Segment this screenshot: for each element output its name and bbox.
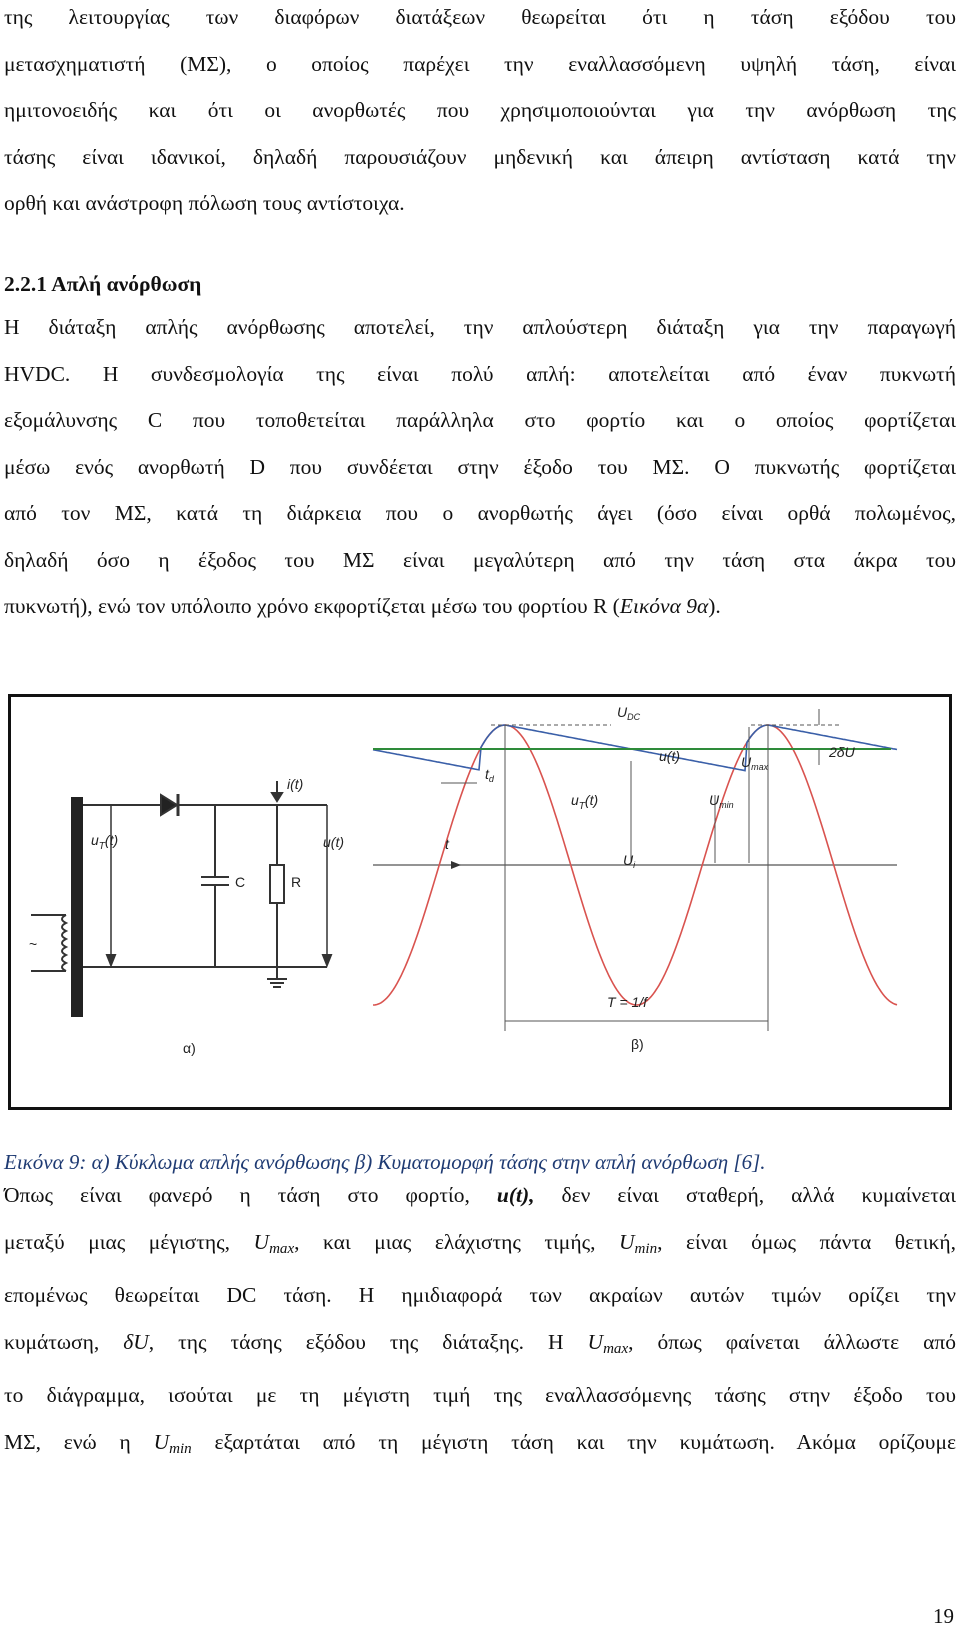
label-r: R <box>291 874 302 890</box>
variable-u: u(t), <box>496 1183 535 1207</box>
label-u: u(t) <box>659 748 680 764</box>
text-line: της λειτουργίας των διαφόρων διατάξεων θεωρείται ότι η τάση εξόδου του <box>4 5 956 29</box>
label-period: T = 1/f <box>607 994 648 1010</box>
voltage-arrow-head <box>107 955 115 965</box>
label-ac-source: ~ <box>29 936 38 952</box>
circuit-diagram <box>31 781 331 1017</box>
transformer-core <box>71 797 83 1017</box>
text-fragment: ΜΣ, ενώ η <box>4 1429 154 1454</box>
text-fragment: μεταξύ μιας μέγιστης, <box>4 1229 254 1254</box>
primary-coil <box>62 915 66 971</box>
text-fragment: , όπως φαίνεται άλλωστε από <box>628 1329 957 1354</box>
text-line: HVDC. Η συνδεσμολογία της είναι πολύ απλή: αποτελείται από έναν πυκνωτή <box>4 361 956 386</box>
text-line: τάσης είναι ιδανικοί, δηλαδή παρουσιάζουν μηδενική και άπειρη αντίσταση κατά την <box>4 144 956 169</box>
panel-label-b: β) <box>631 1036 644 1052</box>
text-line: μετασχηματιστή (ΜΣ), ο οποίος παρέχει την εναλλασσόμενη υψηλή τάση, είναι <box>4 51 956 76</box>
variable-umin: U <box>153 1429 170 1454</box>
variable-subscript: min <box>634 1240 658 1257</box>
label-umin: $U_{min}$ <box>709 792 734 810</box>
variable-umin: U <box>618 1229 635 1254</box>
text-line <box>4 583 956 630</box>
text-line: από τον ΜΣ, κατά τη διάρκεια που ο ανορθωτής άγει (όσο είναι ορθά πολωμένος, <box>4 501 956 525</box>
text-line <box>4 1419 956 1473</box>
label-umax: $U_{max}$ <box>741 754 769 772</box>
text-fragment: ). <box>708 594 721 618</box>
text-line: το διάγραμμα, ισούται με τη μέγιστη τιμή της εναλλασσόμενης τάσης στην έξοδο του <box>4 1383 956 1407</box>
text-line <box>4 1219 956 1273</box>
section-heading: 2.2.1 Απλή ανόρθωση <box>4 272 202 296</box>
page-number: 19 <box>933 1604 954 1628</box>
body-paragraph <box>4 1172 956 1472</box>
text-line: ορθή και ανάστροφη πόλωση τους αντίστοιχα. <box>4 191 405 215</box>
variable-subscript: max <box>603 1340 629 1357</box>
label-c: C <box>235 874 246 890</box>
label-ut: $u_T(t)$ <box>91 832 119 852</box>
text-line: δηλαδή όσο η έξοδος του ΜΣ είναι μεγαλύτερη από την τάση στα άκρα του <box>4 547 956 572</box>
text-fragment: εξαρτάται από τη μέγιστη τάση και την κυμάτωση. Ακόμα ορίζουμε <box>191 1429 956 1454</box>
text-fragment: , της τάσης εξόδου της διάταξης. Η <box>148 1329 588 1354</box>
text-fragment: , είναι όμως πάντα θετική, <box>657 1229 956 1254</box>
voltage-arrow-head <box>323 955 331 965</box>
text-line <box>4 1319 956 1373</box>
intro-paragraph <box>4 0 956 227</box>
text-line: ημιτονοειδής και ότι οι ανορθωτές που χρησιμοποιούνται για την ανόρθωση της <box>4 98 956 122</box>
variable-umax: U <box>587 1329 604 1354</box>
label-u: u(t) <box>323 834 344 850</box>
variable-subscript: min <box>169 1440 192 1457</box>
figure-9 <box>8 694 952 1110</box>
text-fragment: δεν είναι σταθερή, αλλά κυμαίνεται <box>534 1183 956 1207</box>
label-udc: $U_{DC}$ <box>617 704 641 722</box>
label-ut: $u_T(t)$ <box>571 792 599 812</box>
current-arrow-head <box>272 793 282 801</box>
label-i: i(t) <box>287 776 304 792</box>
text-line: μέσω ενός ανορθωτή D που συνδέεται στην έξοδο του ΜΣ. Ο πυκνωτής φορτίζεται <box>4 454 956 479</box>
text-line: επομένως θεωρείται DC τάση. Η ημιδιαφορά των ακραίων αυτών τιμών ορίζει την <box>4 1283 956 1307</box>
label-ripple: 2δU <box>829 744 855 760</box>
text-fragment: Όπως είναι φανερό η τάση στο φορτίο, <box>4 1183 497 1207</box>
text-fragment: πυκνωτή), ενώ τον υπόλοιπο χρόνο εκφορτίζεται μέσω του φορτίου R ( <box>4 594 620 618</box>
waveform-chart <box>373 709 897 1031</box>
label-t: t <box>445 836 449 852</box>
text-line: εξομάλυνσης C που τοποθετείται παράλληλα στο φορτίο και ο οποίος φορτίζεται <box>4 408 956 432</box>
variable-umax: U <box>253 1229 270 1254</box>
label-ui: $U_i$ <box>623 852 636 870</box>
text-line <box>4 1172 956 1219</box>
text-fragment: , και μιας ελάχιστης τιμής, <box>294 1229 619 1254</box>
time-axis-arrow <box>451 861 461 869</box>
figure-drawing <box>11 697 949 1107</box>
text-fragment: κυμάτωση, <box>4 1329 124 1354</box>
output-voltage-curve <box>373 725 897 771</box>
figure-caption: Εικόνα 9: α) Κύκλωμα απλής ανόρθωσης β) Κυματομορφή τάσης στην απλή ανόρθωση [6]. <box>4 1150 766 1174</box>
label-td: $t_d$ <box>485 766 494 784</box>
figure-reference: Εικόνα 9α <box>619 594 709 618</box>
variable-du: δU <box>123 1329 149 1354</box>
text-line: Η διάταξη απλής ανόρθωσης αποτελεί, την απλούστερη διάταξη για την παραγωγή <box>4 315 956 339</box>
diode-symbol <box>161 795 177 815</box>
variable-subscript: max <box>269 1240 295 1257</box>
panel-label-a: α) <box>183 1040 196 1056</box>
section-paragraph <box>4 304 956 630</box>
resistor <box>270 865 284 903</box>
